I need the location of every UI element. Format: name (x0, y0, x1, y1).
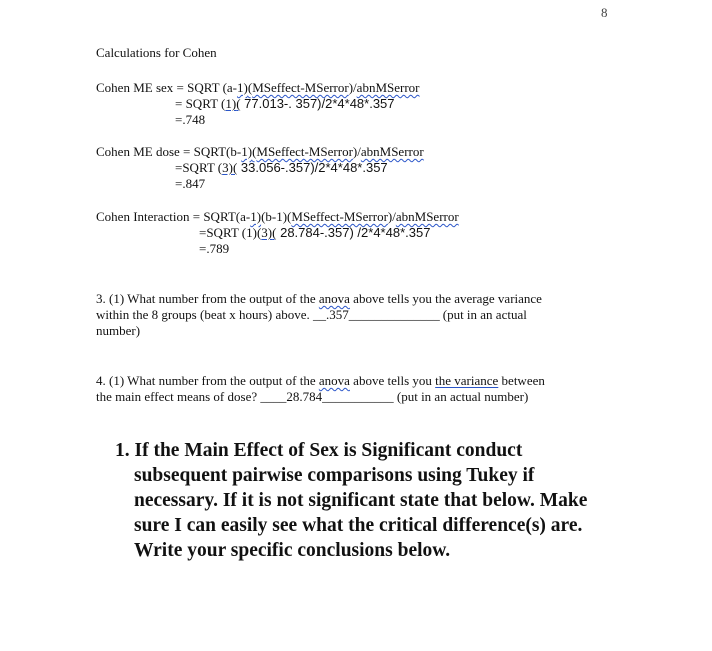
formula-part: MSeffect-MSerror (291, 209, 388, 224)
formula-part: ( (272, 225, 277, 240)
formula-part: SQRT(a- (203, 209, 251, 224)
answer-blank: ___________ (322, 389, 394, 404)
cohen-interaction-result: =.789 (199, 241, 230, 256)
answer-blank: ______________ (348, 307, 440, 322)
formula-part: =SQRT (1)( (199, 225, 262, 240)
formula-part: SQRT (a- (187, 80, 238, 95)
formula-part: ( (232, 160, 238, 175)
cohen-sex-label: Cohen ME sex = (96, 80, 188, 95)
formula-part: ( (247, 80, 253, 95)
formula-part: abnMSerror (356, 80, 420, 95)
question-text: above tells you the average variance (349, 291, 542, 306)
formula-part: ( (252, 144, 257, 159)
question-text: anova (318, 373, 350, 388)
formula-part: 1) (250, 209, 262, 224)
cohen-interaction-substitution (199, 225, 430, 241)
instruction-line-4: sure I can easily see what the critical difference(s) are. (134, 515, 583, 536)
formula-part: MSeffect-MSerror (252, 80, 349, 95)
formula-part: abnMSerror (360, 144, 424, 159)
question-text: anova (318, 291, 350, 306)
question-text: (put in an actual (442, 307, 527, 322)
formula-part: ( (236, 96, 241, 111)
cohen-dose-result: =.847 (175, 176, 206, 191)
question-3-line-2 (96, 307, 527, 323)
instruction-line-5: Write your specific conclusions below. (134, 540, 451, 561)
formula-part: (b-1)( (261, 209, 292, 224)
question-3-line-1 (96, 291, 542, 307)
instruction-line-3: necessary. If it is not significant state that below. Make (134, 490, 588, 511)
question-3-line-3: number) (96, 323, 141, 338)
question-text: (put in an actual number) (393, 389, 529, 404)
instruction-line-1: 1. If the Main Effect of Sex is Significant conduct (115, 440, 523, 461)
cohen-dose-label: Cohen ME dose = (96, 144, 194, 159)
formula-part: =SQRT ( (175, 160, 223, 175)
question-text: the variance (435, 373, 499, 388)
cohen-interaction-formula (96, 209, 459, 225)
question-4-line-1 (96, 373, 545, 389)
question-text: above tells you (349, 373, 436, 388)
formula-part: 3) (222, 160, 233, 175)
formula-part: 1) (241, 144, 253, 159)
formula-part: 33.056-.357)/2*4*48*.357 (237, 160, 388, 175)
formula-part: MSeffect-MSerror (256, 144, 353, 159)
formula-part: )/ (348, 80, 357, 95)
question-text: 4. (1) What number from the output of the (96, 373, 319, 388)
cohen-dose-formula (96, 144, 424, 160)
formula-part: SQRT(b- (193, 144, 242, 159)
formula-part: 1) (225, 96, 237, 111)
question-4-answer: the main effect means of dose? ____28.784 (96, 389, 323, 404)
cohen-dose-substitution (175, 160, 388, 176)
cohen-sex-formula (96, 80, 420, 96)
formula-part: 28.784-.357) /2*4*48*.357 (276, 225, 431, 240)
formula-part: )/ (352, 144, 361, 159)
cohen-sex-result: =.748 (175, 112, 206, 127)
question-4-line-2 (96, 389, 528, 405)
formula-part: 77.013-. 357)/2*4*48*.357 (240, 96, 395, 111)
formula-part: = SQRT ( (175, 96, 226, 111)
question-text: between (498, 373, 545, 388)
formula-part: abnMSerror (395, 209, 459, 224)
cohen-sex-substitution (175, 96, 395, 112)
formula-part: 3) (261, 225, 273, 240)
instruction-line-2: subsequent pairwise comparisons using Tukey if (134, 465, 535, 486)
question-3-answer: within the 8 groups (beat x hours) above. __.357 (96, 307, 349, 322)
page-number: 8 (601, 5, 608, 20)
question-text: 3. (1) What number from the output of the (96, 291, 319, 306)
section-heading: Calculations for Cohen (96, 45, 217, 60)
formula-part: )/ (387, 209, 396, 224)
formula-part: 1) (237, 80, 248, 95)
cohen-interaction-label: Cohen Interaction = (96, 209, 204, 224)
